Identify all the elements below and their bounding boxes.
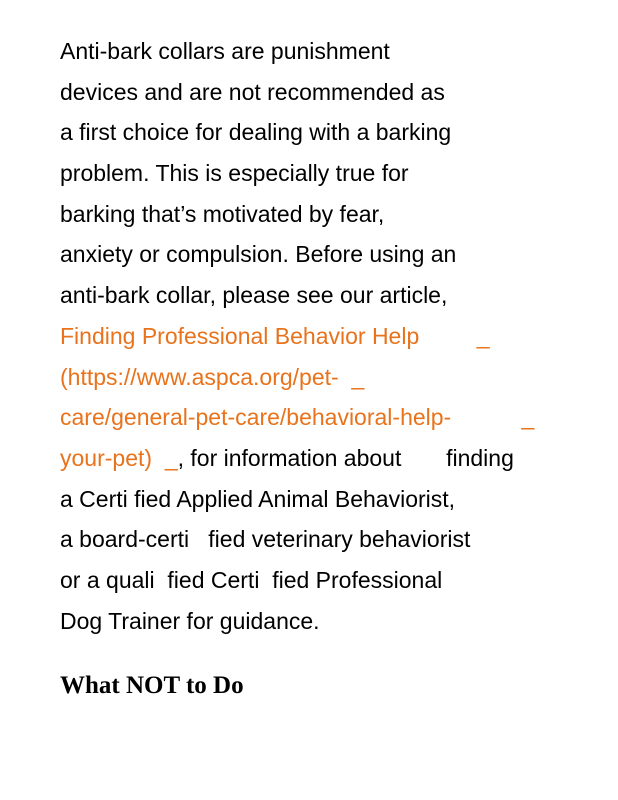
link-marker: _ xyxy=(521,404,535,431)
text-line: devices and are not recommended as xyxy=(60,78,445,105)
anti-bark-paragraph xyxy=(60,33,600,643)
article-link-title[interactable]: Finding Professional Behavior Help xyxy=(60,322,420,349)
link-marker: _ xyxy=(351,363,365,390)
text-line: anxiety or compulsion. Before using an xyxy=(60,241,457,268)
link-line[interactable] xyxy=(60,399,600,440)
link-line[interactable] xyxy=(60,359,600,400)
text-line: Dog Trainer for guidance. xyxy=(60,607,320,634)
text-line: a Certi ﬁed Applied Animal Behaviorist, xyxy=(60,485,456,512)
link-marker: _ xyxy=(476,322,490,349)
text-line: problem. This is especially true for xyxy=(60,160,409,187)
article-link-url-part[interactable]: your-pet) xyxy=(60,444,153,471)
text-line: anti-bark collar, please see our article, xyxy=(60,282,448,309)
article-link-url-part[interactable]: care/general-pet-care/behavioral-help- xyxy=(60,404,452,431)
text-line: or a quali ﬁed Certi ﬁed Professional xyxy=(60,566,443,593)
link-marker: _ xyxy=(164,444,178,471)
text-after-link-2: ﬁnding xyxy=(446,444,514,471)
text-line: Anti-bark collars are punishment xyxy=(60,38,390,64)
section-heading: What NOT to Do xyxy=(60,672,244,699)
text-after-link: , for information about xyxy=(177,444,402,471)
link-line[interactable] xyxy=(60,318,600,359)
text-line: a board-certi ﬁed veterinary behaviorist xyxy=(60,526,471,553)
text-line: a ﬁrst choice for dealing with a barking xyxy=(60,119,452,146)
link-line[interactable] xyxy=(60,440,600,481)
article-link-url-part[interactable]: (https://www.aspca.org/pet- xyxy=(60,363,339,390)
text-line: barking that’s motivated by fear, xyxy=(60,200,385,227)
